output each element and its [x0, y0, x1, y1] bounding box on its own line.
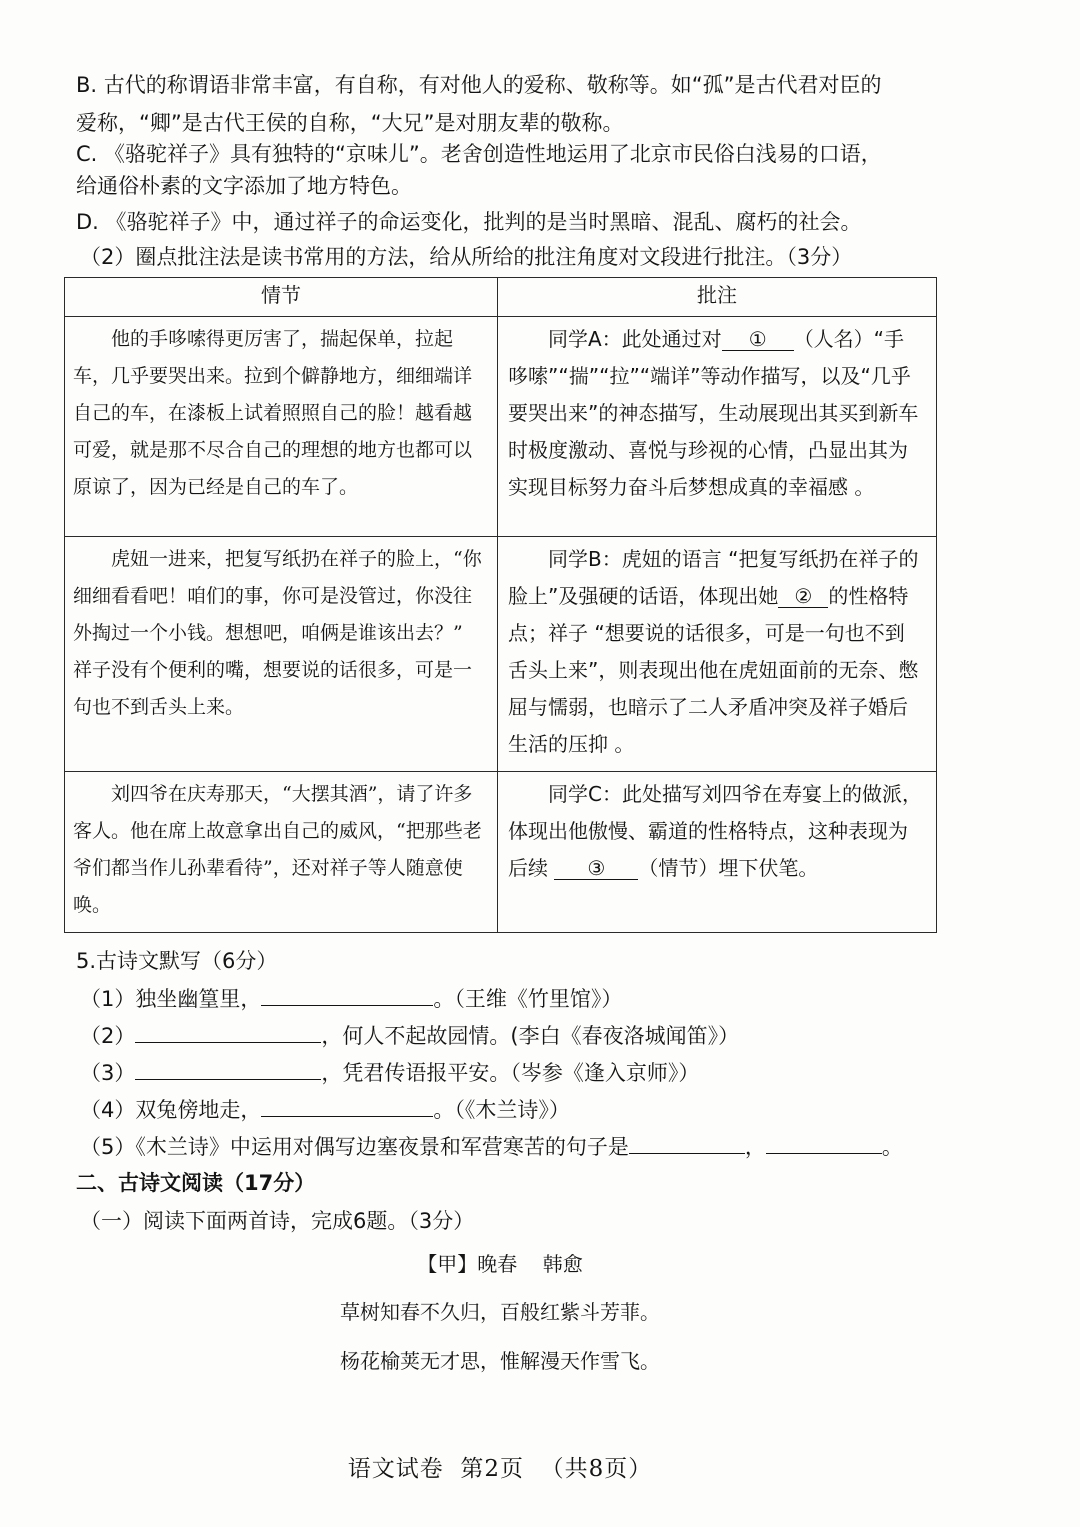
poem-line-1: 草树知春不久归，百般红紫斗芳菲。 [340, 1300, 660, 1324]
note-text-before: 同学C：此处描写刘四爷在寿宴上的做派，体现出他傲慢、霸道的性格特点，这种表现为后续 [508, 782, 922, 880]
item-number: （1） [80, 987, 136, 1011]
recite-item-2 [80, 1021, 739, 1051]
plot-cell [65, 772, 498, 933]
item-source: ，何人不起故园情。(李白《春夜洛城闻笛》） [321, 1024, 740, 1048]
plot-cell [65, 537, 498, 772]
option-b-line-1: B. 古代的称谓语非常丰富，有自称，有对他人的爱称、敬称等。如“孤”是古代君对臣的 [76, 73, 882, 97]
question-5-title: 5.古诗文默写（6分） [76, 949, 278, 973]
page-footer: 语文试卷 第2页 （共8页） [347, 1456, 653, 1482]
section-2-title: 二、古诗文阅读（17分） [76, 1171, 316, 1195]
table-header-annotation: 批注 [498, 278, 937, 317]
note-cell [498, 772, 937, 933]
answer-blank[interactable] [629, 1133, 745, 1154]
item-source: ，凭君传语报平安。（岑参《逢入京师》） [321, 1061, 700, 1085]
option-c-line-1: C. 《骆驼祥子》具有独特的“京味儿”。老舍创造性地运用了北京市民俗白浅易的口语， [76, 142, 882, 166]
answer-blank[interactable] [766, 1133, 882, 1154]
plot-text: 虎妞一进来，把复写纸扔在祥子的脸上，“你细细看看吧！咱们的事，你可是没管过，你没往外掏过一个小钱。想想吧，咱俩是谁该出去？” 祥子没有个便利的嘴，想要说的话很多，可是一句也不到舌头上来。 [73, 548, 482, 718]
table-row [65, 537, 937, 772]
item-number: （2） [80, 1024, 136, 1048]
recite-item-3 [80, 1058, 699, 1088]
item-text: 《木兰诗》中运用对偶写边塞夜景和军营寒苦的句子是 [135, 1135, 629, 1159]
note-text-before: 同学A：此处通过对 [548, 327, 722, 351]
option-d-line: D. 《骆驼祥子》中，通过祥子的命运变化，批判的是当时黑暗、混乱、腐朽的社会。 [76, 210, 862, 234]
answer-blank[interactable] [135, 1059, 321, 1080]
recite-item-5 [80, 1132, 903, 1162]
note-cell [498, 317, 937, 537]
item-number: （5） [80, 1135, 136, 1159]
table-header-plot: 情节 [65, 278, 498, 317]
item-text: 独坐幽篁里， [135, 987, 262, 1011]
note-text-after: （人名）“手哆嗦”“揣”“拉”“端详”等动作描写，以及“几乎要哭出来”的神态描写，生动展现出其买到新车时极度激动、喜悦与珍视的心情，凸显出其为实现目标努力奋斗后梦想成真的幸福感 。 [508, 327, 919, 499]
blank-1[interactable]: ① [722, 328, 794, 351]
answer-blank[interactable] [261, 1096, 433, 1117]
poem-heading: 【甲】晚春 韩愈 [417, 1252, 583, 1276]
item-separator: ， [744, 1135, 766, 1159]
recite-item-1 [80, 984, 622, 1014]
table-row [65, 772, 937, 933]
plot-text: 他的手哆嗦得更厉害了，揣起保单，拉起车，几乎要哭出来。拉到个僻静地方，细细端详自己的车，在漆板上试着照照自己的脸！越看越可爱，就是那不尽合自己的理想的地方也都可以原谅了，因为已经是自己的车了。 [73, 328, 473, 498]
question-2-prompt: （2）圈点批注法是读书常用的方法，给从所给的批注角度对文段进行批注。（3分） [80, 245, 853, 269]
answer-blank[interactable] [261, 985, 433, 1006]
section-2-subtitle: （一）阅读下面两首诗，完成6题。（3分） [80, 1209, 475, 1233]
note-text-after: （情节）埋下伏笔。 [638, 856, 819, 880]
blank-3[interactable]: ③ [554, 857, 638, 880]
item-source: 。（王维《竹里馆》） [433, 987, 623, 1011]
blank-2[interactable]: ② [778, 585, 828, 608]
note-text-before: 同学B：虎妞的语言 “把复写纸扔在祥子的脸上”及强硬的话语，体现出她 [508, 547, 919, 608]
item-number: （4） [80, 1098, 136, 1122]
item-number: （3） [80, 1061, 136, 1085]
table-row [65, 317, 937, 537]
plot-text: 刘四爷在庆寿那天，“大摆其酒”，请了许多客人。他在席上故意拿出自己的威风，“把那些老爷们都当作儿孙辈看待”，还对祥子等人随意使唤。 [73, 783, 482, 916]
note-text-after: 的性格特点；祥子 “想要说的话很多，可是一句也不到舌头上来”，则表现出他在虎妞面前的无奈、憋屈与懦弱，也暗示了二人矛盾冲突及祥子婚后生活的压抑 。 [508, 584, 919, 756]
poem-line-2: 杨花榆荚无才思，惟解漫天作雪飞。 [340, 1349, 660, 1373]
item-source: 。（《木兰诗》） [433, 1098, 570, 1122]
note-cell [498, 537, 937, 772]
plot-cell [65, 317, 498, 537]
answer-blank[interactable] [135, 1022, 321, 1043]
item-end: 。 [881, 1135, 903, 1159]
option-c-line-2: 给通俗朴素的文字添加了地方特色。 [76, 174, 412, 198]
recite-item-4 [80, 1095, 570, 1125]
item-text: 双兔傍地走， [135, 1098, 262, 1122]
annotation-table [64, 277, 937, 933]
option-b-line-2: 爱称，“卿”是古代王侯的自称，“大兄”是对朋友辈的敬称。 [76, 111, 624, 135]
